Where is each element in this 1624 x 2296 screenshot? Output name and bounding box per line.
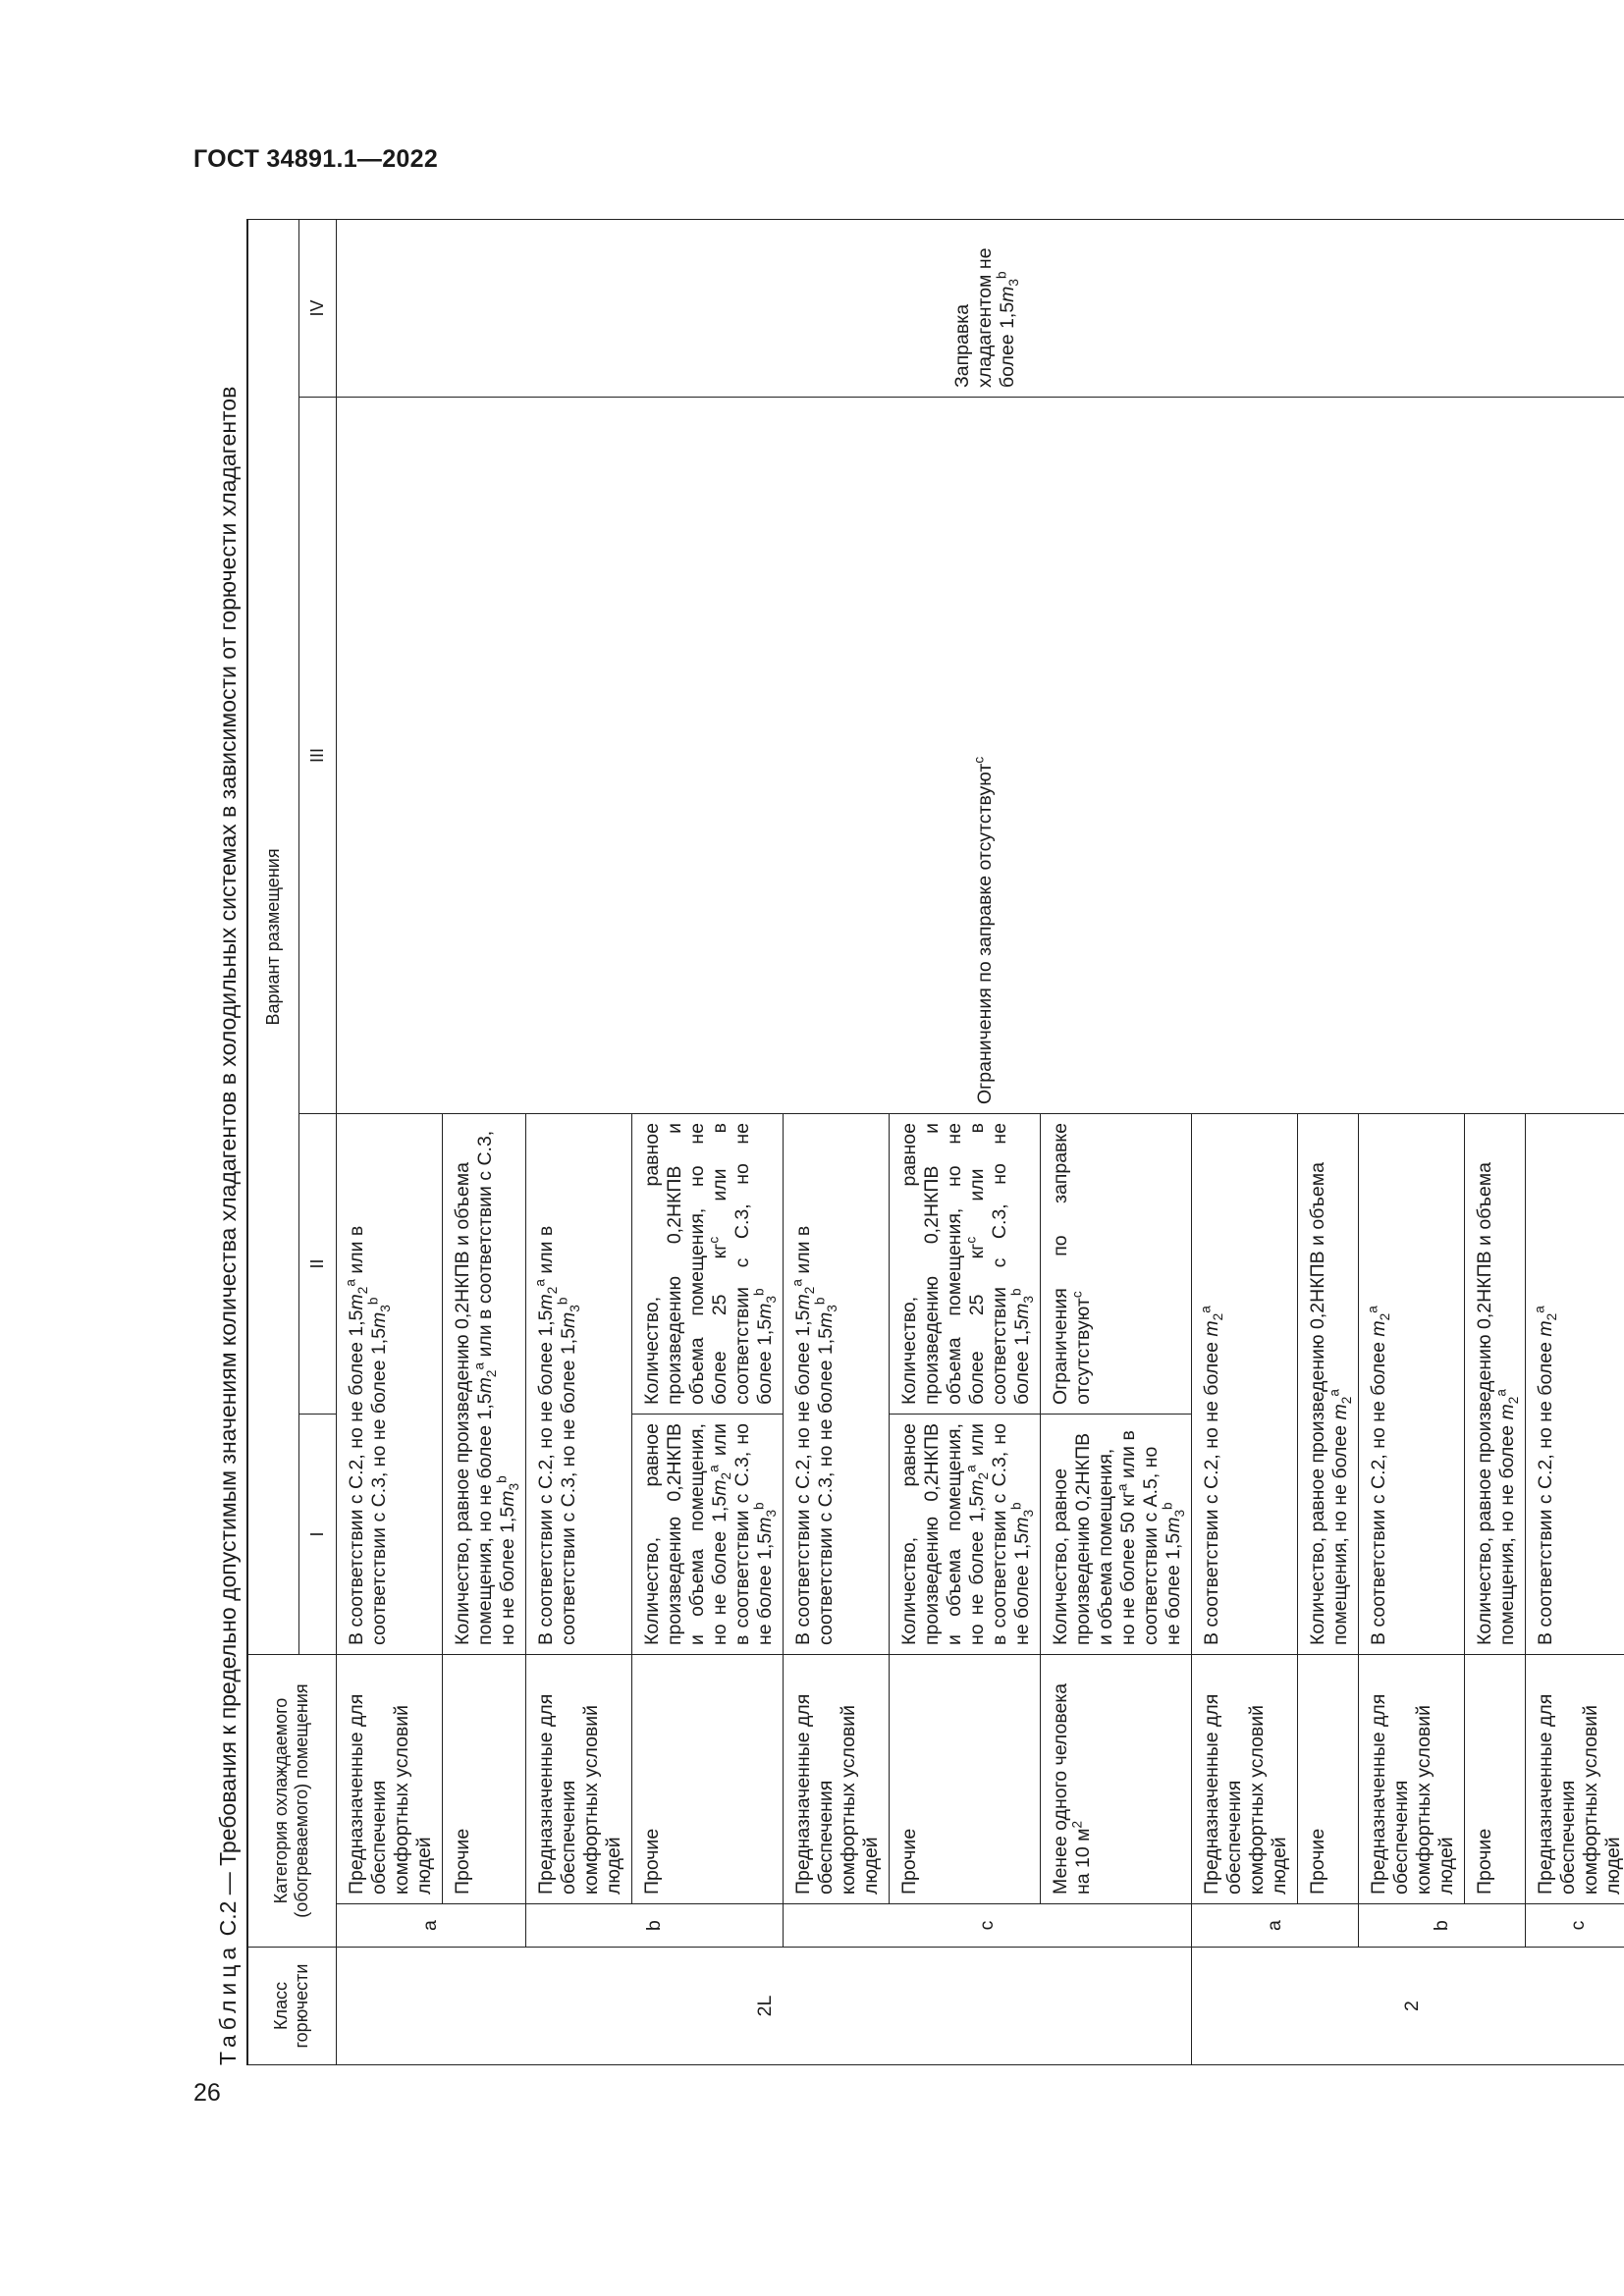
header-class: Класс горючести xyxy=(247,1948,336,2065)
variant-iv-cell: Заправка хладагентом не более $1,5m_3^b$ xyxy=(336,219,1624,397)
category-cell: Предназначенные для обеспечения комфортных условий людей xyxy=(525,1655,631,1904)
variant-i-cell: Количество, равное произведению 0,2НКПВ и объема помещения, но не более $1,5m_2^a$ или в соответствии с С.3, но не более $1,5m_3^b$ xyxy=(889,1415,1040,1655)
charge-limits-table xyxy=(246,219,1624,2065)
category-cell: Прочие xyxy=(631,1655,783,1904)
variant-i-cell: Количество, равное произведению 0,2НКПВ и объема помещения, но не более $1,5m_2^a$ или в соответствии с С.3, но не более $1,5m_3^b$ xyxy=(631,1415,783,1655)
variant-cell: В соответствии с С.2, но не более $m_2^a$ xyxy=(1191,1114,1297,1655)
category-cell: Прочие xyxy=(442,1655,525,1904)
category-cell: Предназначенные для обеспечения комфортных условий людей xyxy=(1525,1655,1624,1904)
table-caption xyxy=(215,220,243,2065)
rotated-table-area xyxy=(213,220,1624,2065)
category-cell: Предназначенные для обеспечения комфортных условий людей xyxy=(336,1655,442,1904)
variant-cell: В соответствии с С.2, но не более $1,5m_2^a$ или в соответствии с С.3, но не более $1,5m_3^b$ xyxy=(336,1114,442,1655)
variant-cell: Количество, равное произведению 0,2НКПВ и объема помещения, но не более $m_2^a$ xyxy=(1464,1114,1525,1655)
subgroup-cell: c xyxy=(1525,1904,1624,1948)
variant-cell: В соответствии с С.2, но не более $m_2^a$ xyxy=(1525,1114,1624,1655)
header-variant-ii: II xyxy=(298,1114,336,1415)
variant-cell: В соответствии с С.2, но не более $1,5m_2^a$ или в соответствии с С.3, но не более $1,5m_3^b$ xyxy=(525,1114,631,1655)
subgroup-cell: a xyxy=(336,1904,525,1948)
variant-cell: В соответствии с С.2, но не более $1,5m_2^a$ или в соответствии с С.3, но не более $1,5m_3^b$ xyxy=(783,1114,889,1655)
document-header: ГОСТ 34891.1—2022 xyxy=(193,145,439,173)
subgroup-cell: a xyxy=(1191,1904,1358,1948)
variant-ii-cell: Количество, равное произведению 0,2НКПВ и объема помещения, но не более 25 $кг^c$ или в соответствии с С.3, но не более $1,5m_3^b$ xyxy=(631,1114,783,1415)
category-cell: Прочие xyxy=(1464,1655,1525,1904)
category-cell: Предназначенные для обеспечения комфортных условий людей xyxy=(1191,1655,1297,1904)
variant-ii-cell: Количество, равное произведению 0,2НКПВ и объема помещения, но не более 25 $кг^c$ или в соответствии с С.3, но не более $1,5m_3^b$ xyxy=(889,1114,1040,1415)
class-cell: 2 xyxy=(1191,1948,1624,2065)
variant-i-cell: Количество, равное произведению 0,2НКПВ и объема помещения, но не более 50 $кг^a$ или в соответствии с А.5, но не более $1,5m_3^b$ xyxy=(1040,1415,1191,1655)
page-number: 26 xyxy=(193,2079,221,2107)
variant-cell: Количество, равное произведению 0,2НКПВ и объема помещения, но не более $1,5m_2^a$ или в соответствии с С.3, но не более $1,5m_3^b$ xyxy=(442,1114,525,1655)
header-row-1 xyxy=(247,219,298,2064)
variant-cell: Количество, равное произведению 0,2НКПВ и объема помещения, но не более $m_2^a$ xyxy=(1297,1114,1358,1655)
header-variant-iv: IV xyxy=(298,219,336,397)
header-variant-i: I xyxy=(298,1415,336,1655)
category-cell: Предназначенные для обеспечения комфортных условий людей xyxy=(783,1655,889,1904)
category-cell: Менее одного человека на 10 $м^2$ xyxy=(1040,1655,1191,1904)
category-cell: Прочие xyxy=(889,1655,1040,1904)
category-cell: Предназначенные для обеспечения комфортных условий людей xyxy=(1358,1655,1464,1904)
header-variant: Вариант размещения xyxy=(247,219,298,1654)
subgroup-cell: c xyxy=(783,1904,1191,1948)
variant-iii-cell: Ограничения по заправке отсутствуют$^c$ xyxy=(336,398,1624,1114)
class-cell: 2L xyxy=(336,1948,1191,2065)
variant-ii-cell: Ограничения по заправке отсутствуют$^c$ xyxy=(1040,1114,1191,1415)
subgroup-cell: b xyxy=(525,1904,783,1948)
variant-cell: В соответствии с С.2, но не более $m_2^a$ xyxy=(1358,1114,1464,1655)
table-row xyxy=(336,219,442,2064)
header-variant-iii: III xyxy=(298,398,336,1114)
subgroup-cell: b xyxy=(1358,1904,1525,1948)
header-category: Категория охлаждаемого (обогреваемого) помещения xyxy=(247,1655,336,1948)
category-cell: Прочие xyxy=(1297,1655,1358,1904)
caption-label: Таблица xyxy=(215,1942,241,2065)
caption-text: С.2 — Требования к предельно допустимым значениям количества хладагентов в холодильных системах в зависимости от горючести хладагентов xyxy=(215,386,241,1937)
